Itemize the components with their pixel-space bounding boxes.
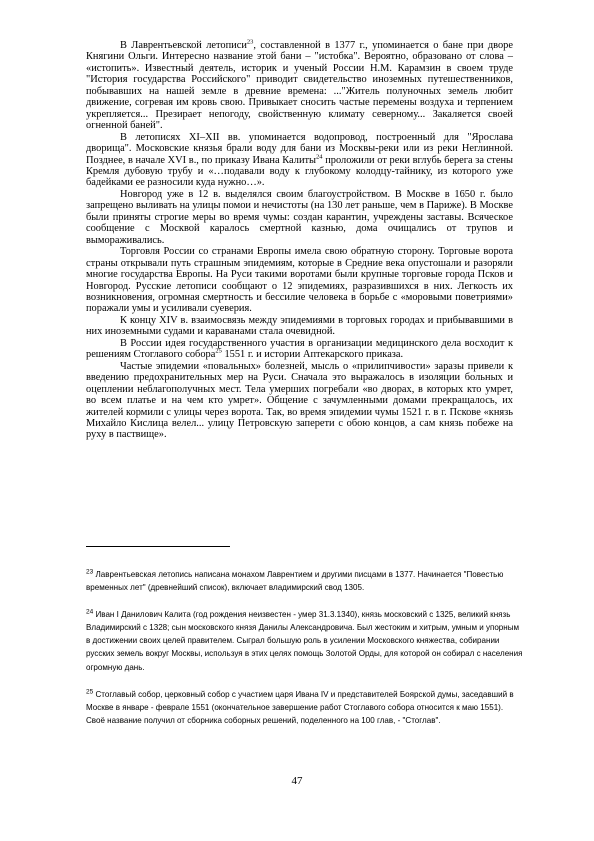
paragraph-7: Частые эпидемии «повальных» болезней, мысль о «прилипчивости» заразы привели к введению предохранительных мер на Руси. Сначала это выражалось в изоляции больных и оцеплении неблагополучных мест. Тела умерших погребали «во дворах, в которых кто умрет, во всем платье и на чем кто умрет». Общение с зачумленными домами прекращалось, их жителей кормили с улицы через ворота. Так, во время эпидемии чумы 1521 г. в г. Пскове «князь Михайло Кислица велел... улицу Петровскую заперети с обою концов, а сам князь побеже на руху в паствище». xyxy=(86,360,513,441)
footnote-23 xyxy=(86,568,524,594)
footnote-23-text: Лаврентьевская летопись написана монахом Лаврентием и другими писцами в 1377. Начинается "Повестью временных лет" (древнейший список), включает владимирский свод 1305. xyxy=(86,570,504,593)
paragraph-5: К концу XIV в. взаимосвязь между эпидемиями в торговых городах и прибывавшими в них иноземными судами и караванами стала очевидной. xyxy=(86,314,513,338)
page-number: 47 xyxy=(291,775,303,787)
footnote-24-text: Иван I Данилович Калита (год рождения неизвестен - умер 31.3.1340), князь московский с 1325, великий князь Владимирский с 1328; сын московского князя Данилы Александровича. Был жестоким и хитрым, умным и упорным в достижении своих целей правителем. Сыграл большую роль в усилении Московского княжества, собирании русских земель вокруг Москвы, используя в этих целях помощь Золотой Орды, для которой он собирал с населения огромную дань. xyxy=(86,610,523,672)
paragraph-2-start: В летописях XI–XII вв. упоминается водопровод, построенный для "Ярослава дворища". Московские князья брали воду для бани из Москвы-реки или из реки Неглинной. Позднее, в начале XVI в., по приказу Ивана Калиты xyxy=(86,131,513,166)
footnote-ref-25[interactable]: 25 xyxy=(215,347,222,355)
paragraph-6 xyxy=(86,338,513,361)
paragraph-2-rest: проложили от реки вглубь берега за стены Кремля дубовую трубу и «…подавали воду к глубокому колодцу-тайнику, из которого уже бадейками ее разносили куда нужно…». xyxy=(86,154,513,189)
footnote-23-number: 23 xyxy=(86,568,94,576)
paragraph-1 xyxy=(86,40,513,132)
paragraph-2 xyxy=(86,132,513,189)
footnote-24-number: 24 xyxy=(86,608,94,616)
paragraph-1-start: В Лаврентьевской летописи xyxy=(120,40,247,51)
paragraph-1-rest: , составленной в 1377 г., упоминается о бане при дворе Княгини Ольги. Интересно название этой бани – "истобка". Вероятно, образовано от слова – «истопить». Известный деятель, историк и ученый России Н.М. Карамзин в своем труде "История государства Российского" приводит свидетельство иноземных путешественников, побывавших на нашей земле в древние времена: ..."Житель полуночных земель любит движение, согревая им кровь свою. Привыкает сносить частые перемены воздуха и терпением укрепляется... Презирает непогоду, свойственную климату северному... Закаляется своей огненной баней". xyxy=(86,40,513,132)
footnote-ref-24[interactable]: 24 xyxy=(316,153,323,161)
paragraph-4: Торговля России со странами Европы имела свою обратную сторону. Торговые ворота страны открывали путь страшным эпидемиям, которые в Средние века опустошали и разоряли многие государства Европы. На Руси такими воротами были крупные торговые города Псков и Новгород. Русские летописи сообщают о 12 эпидемиях, разразившихся в них. Легкость их возникновения, огромная смертность и бессилие человека в борьбе с «моровыми поветриями» поражали умы и усиливали суеверия. xyxy=(86,246,513,315)
paragraph-6-rest: 1551 г. и истории Аптекарского приказа. xyxy=(221,349,404,361)
footnote-25-number: 25 xyxy=(86,687,94,695)
paragraph-6-start: В России идея государственного участия в организации медицинского дела восходит к решениям Стоглавого собора xyxy=(86,337,513,361)
main-text xyxy=(86,40,513,441)
footnotes xyxy=(86,568,524,741)
paragraph-3: Новгород уже в 12 в. выделялся своим благоустройством. В Москве в 1650 г. было запрещено выливать на улицы помои и нечистоты (на 130 лет раньше, чем в Париже). В Москве были приняты строгие меры во время чумы: создан карантин, учреждены заставы. Всяческое сообщение с Москвой каралось смертной казнью, дома очищались от трупов и вымораживались. xyxy=(86,188,513,246)
footnote-25-text: Стоглавый собор, церковный собор с участием царя Ивана IV и представителей Боярской думы, заседавший в Москве в январе - феврале 1551 (окончательное завершение работ Стоглавого собора относится к маю 1551). Своё название получил от сборника соборных решений, поделенного на 100 глав, - "Стоглав". xyxy=(86,689,514,725)
footnote-ref-23[interactable]: 23 xyxy=(246,38,254,46)
footnote-24 xyxy=(86,608,524,673)
footnote-separator xyxy=(86,546,230,547)
footnote-25 xyxy=(86,688,524,727)
